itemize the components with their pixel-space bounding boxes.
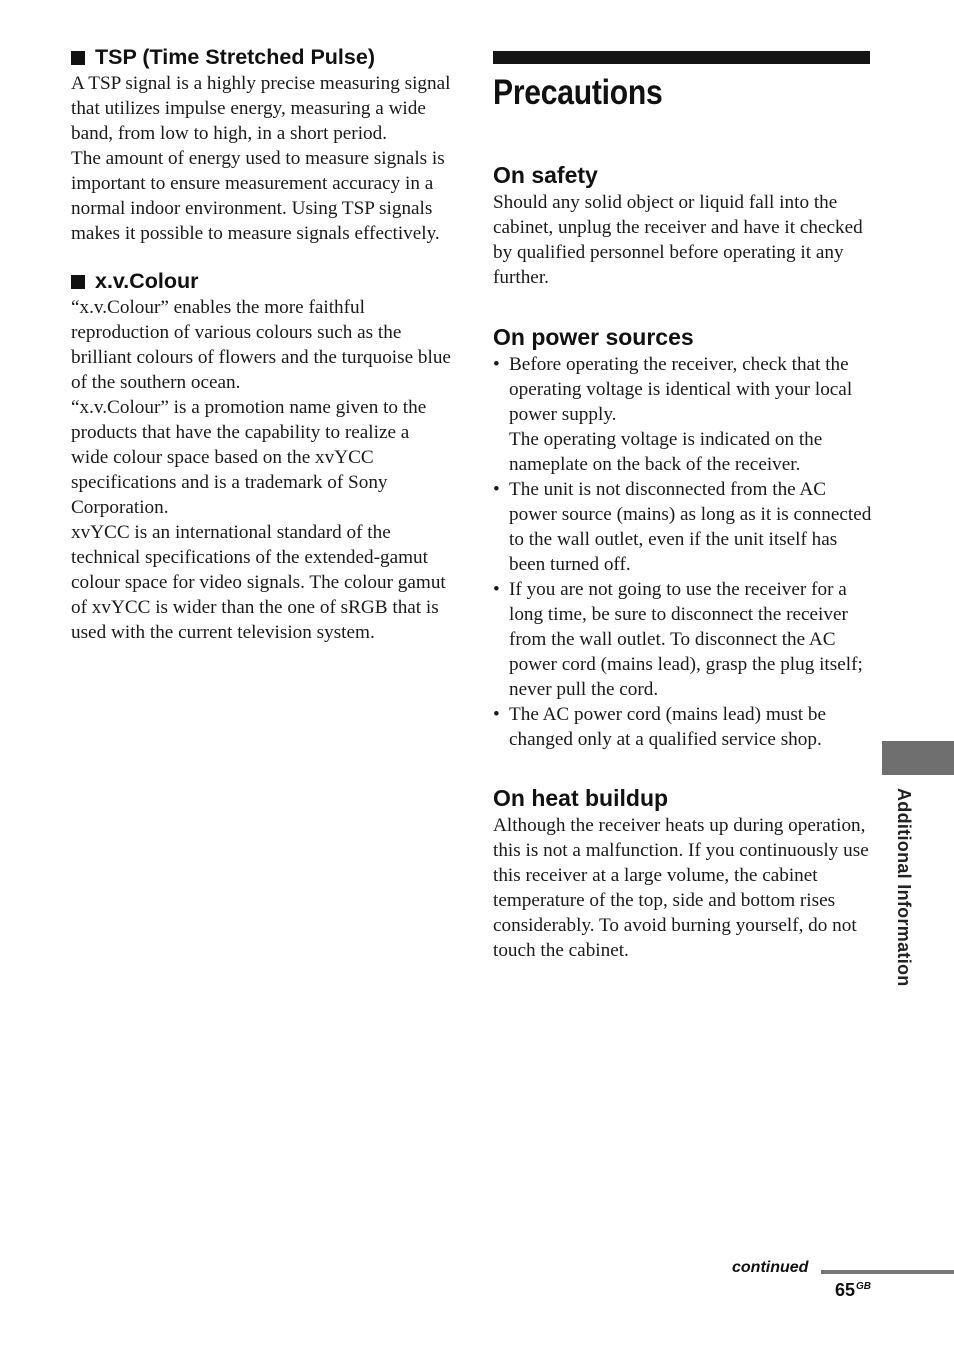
xvcolour-paragraph-1: “x.v.Colour” enables the more faithful reproduction of various colours such as the brilliant colours of flowers and the turquoise blue of the southern ocean.: [71, 297, 451, 393]
page-number-suffix: GB: [856, 1281, 872, 1292]
page-number-value: 65: [835, 1280, 856, 1300]
power-bullet-3: If you are not going to use the receiver for a long time, be sure to disconnect the receiver from the wall outlet. To disconnect the AC power cord (mains lead), grasp the plug itself; never pull the cord.: [509, 579, 863, 700]
continued-rule: [821, 1270, 954, 1274]
xvcolour-paragraph-2: “x.v.Colour” is a promotion name given to the products that have the capability to realize a wide colour space based on the xvYCC specifications and is a trademark of Sony Corporation.: [71, 397, 427, 518]
safety-text: Should any solid object or liquid fall into the cabinet, unplug the receiver and have it checked by qualified personnel before operating it any further.: [493, 192, 863, 288]
bullet-dot-icon: •: [493, 479, 500, 500]
right-column: [493, 51, 873, 963]
section-tab: [882, 741, 954, 775]
bullet-dot-icon: •: [493, 354, 500, 375]
power-bullet-list: [493, 352, 873, 752]
xvcolour-paragraph-3: xvYCC is an international standard of the technical specifications of the extended-gamut colour space for video signals. The colour gamut of xvYCC is wider than the one of sRGB that is used with the current television system.: [71, 522, 446, 643]
section-tab-label: Additional Information: [894, 788, 914, 987]
power-bullet-1: Before operating the receiver, check that the operating voltage is identical with your local power supply.: [509, 354, 853, 425]
safety-heading: On safety: [493, 162, 598, 188]
list-item: [493, 702, 873, 752]
square-bullet-icon: [71, 51, 85, 65]
heat-text: Although the receiver heats up during operation, this is not a malfunction. If you continuously use this receiver at a large volume, the cabinet temperature of the top, side and bottom rises considerably. To avoid burning yourself, do not touch the cabinet.: [493, 815, 869, 961]
list-item: [493, 577, 873, 702]
xvcolour-heading-text: x.v.Colour: [95, 269, 199, 293]
page-title: Precautions: [493, 73, 663, 112]
continued-label: continued: [732, 1259, 809, 1276]
bullet-dot-icon: •: [493, 579, 500, 600]
left-column: [71, 44, 451, 645]
page-number: [835, 1280, 871, 1301]
tsp-heading: [71, 44, 451, 71]
tsp-paragraph-2: The amount of energy used to measure signals is important to ensure measurement accuracy in a normal indoor environment. Using TSP signals makes it possible to measure signals effectively.: [71, 148, 445, 244]
bullet-dot-icon: •: [493, 704, 500, 725]
power-bullet-2: The unit is not disconnected from the AC power source (mains) as long as it is connected to the wall outlet, even if the unit itself has been turned off.: [509, 479, 872, 575]
power-heading: On power sources: [493, 324, 694, 350]
power-bullet-1-note: The operating voltage is indicated on the nameplate on the back of the receiver.: [509, 429, 823, 475]
list-item: [493, 352, 873, 477]
list-item: [493, 477, 873, 577]
power-bullet-4: The AC power cord (mains lead) must be changed only at a qualified service shop.: [509, 704, 827, 750]
heat-heading: On heat buildup: [493, 785, 669, 811]
title-rule: [493, 51, 870, 64]
square-bullet-icon: [71, 275, 85, 289]
xvcolour-heading: [71, 268, 451, 295]
tsp-heading-text: TSP (Time Stretched Pulse): [95, 45, 375, 69]
tsp-paragraph-1: A TSP signal is a highly precise measuring signal that utilizes impulse energy, measuring a wide band, from low to high, in a short period.: [71, 73, 451, 144]
